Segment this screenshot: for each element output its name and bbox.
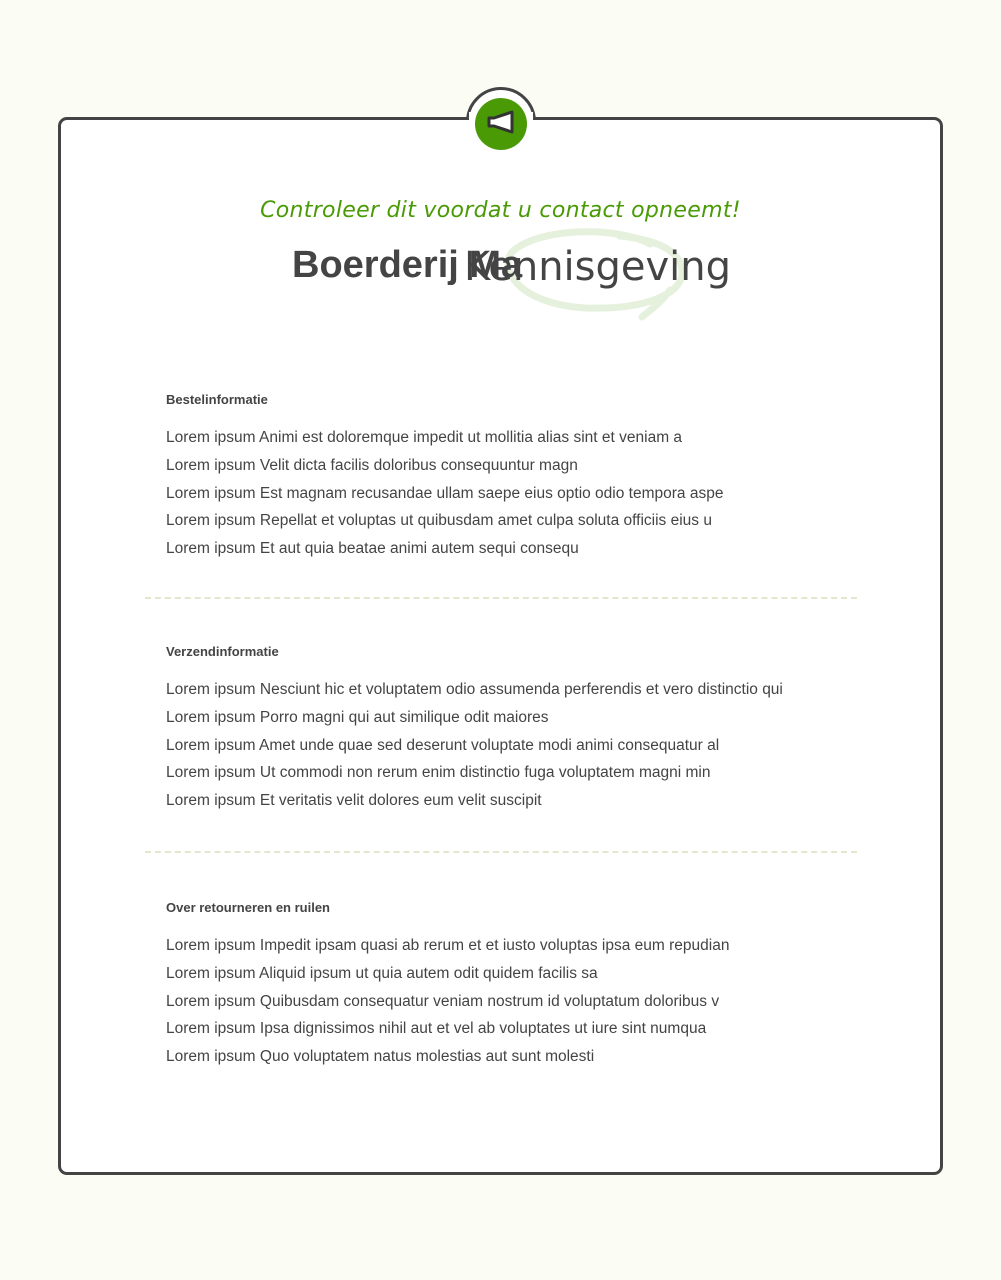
megaphone-icon (486, 109, 516, 140)
section-line: Lorem ipsum Et aut quia beatae animi autem sequi consequ (166, 540, 579, 558)
section-line: Lorem ipsum Ipsa dignissimos nihil aut et vel ab voluptates ut iure sint numqua (166, 1020, 707, 1038)
dashed-divider (145, 851, 857, 853)
title-script: Kennisgeving (464, 244, 732, 290)
section-line: Lorem ipsum Ut commodi non rerum enim distinctio fuga voluptatem magni min (166, 764, 711, 782)
title-main: Boerderij Ma (292, 244, 523, 286)
section-line: Lorem ipsum Amet unde quae sed deserunt voluptate modi animi consequatur al (166, 736, 720, 754)
section-line: Lorem ipsum Quo voluptatem natus molestias aut sunt molesti (166, 1048, 595, 1066)
section-returns (166, 900, 866, 1071)
section-line: Lorem ipsum Nesciunt hic et voluptatem odio assumenda perferendis et vero distinctio qui (166, 681, 783, 698)
section-line: Lorem ipsum Quibusdam consequatur veniam nostrum id voluptatum doloribus v (166, 992, 720, 1010)
section-line: Lorem ipsum Porro magni qui aut similique odit maiores (166, 708, 549, 726)
section-line: Lorem ipsum Impedit ipsam quasi ab rerum et et iusto voluptas ipsa eum repudian (166, 937, 730, 954)
section-line: Lorem ipsum Aliquid ipsum ut quia autem odit quidem facilis sa (166, 964, 598, 982)
section-line: Lorem ipsum Velit dicta facilis doloribus consequuntur magn (166, 456, 578, 474)
section-order-info (166, 392, 866, 563)
section-line: Lorem ipsum Repellat et voluptas ut quibusdam amet culpa soluta officiis eius u (166, 512, 712, 530)
badge (475, 98, 527, 150)
section-line: Lorem ipsum Est magnam recusandae ullam saepe eius optio odio tempora aspe (166, 484, 724, 502)
dashed-divider (145, 597, 857, 599)
section-line: Lorem ipsum Et veritatis velit dolores eum velit suscipit (166, 792, 542, 810)
section-heading: Bestelinformatie (166, 392, 268, 407)
section-heading: Verzendinformatie (166, 644, 279, 659)
page-title (292, 244, 732, 290)
section-shipping-info (166, 644, 866, 815)
section-line: Lorem ipsum Animi est doloremque impedit ut mollitia alias sint et veniam a (166, 429, 683, 446)
section-heading: Over retourneren en ruilen (166, 900, 330, 915)
subtitle: Controleer dit voordat u contact opneemt! (260, 198, 741, 223)
